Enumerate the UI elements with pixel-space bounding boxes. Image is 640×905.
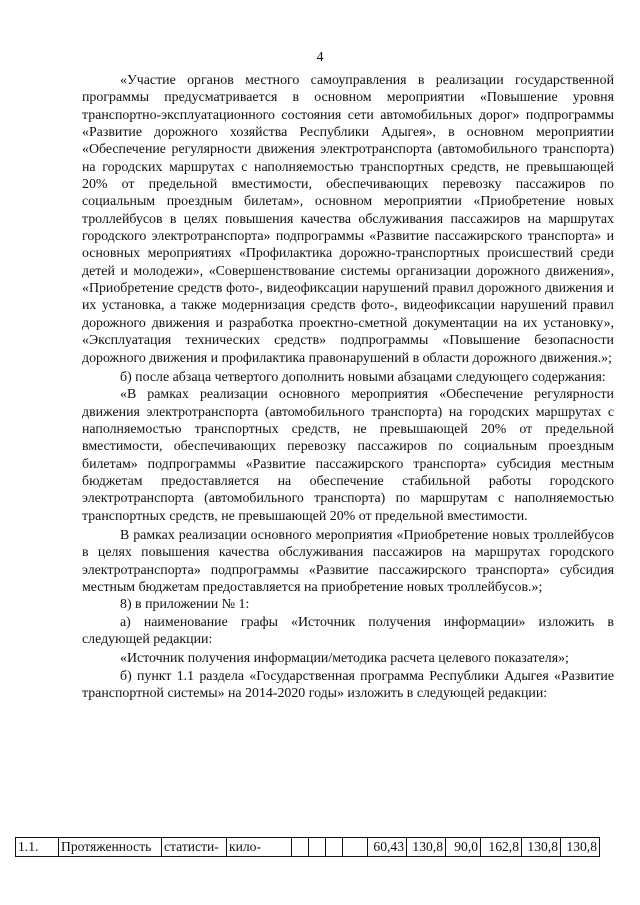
table-cell-value: 130,8 — [561, 838, 600, 857]
table-row — [16, 838, 600, 857]
table-cell-value: 162,8 — [481, 838, 522, 857]
table-cell-value: 130,8 — [522, 838, 561, 857]
table-cell-value: 90,0 — [446, 838, 481, 857]
table-cell-source: статисти- — [162, 838, 227, 857]
paragraph-item-a: а) наименование графы «Источник получения информации» изложить в следующей редакции: — [82, 614, 614, 647]
table-cell-empty — [309, 838, 326, 857]
table-cell-value: 60,43 — [368, 838, 407, 857]
table-cell-empty — [326, 838, 343, 857]
table-cell-unit: кило- — [227, 838, 292, 857]
paragraph-new-text-1: «В рамках реализации основного мероприятия «Обеспечение регулярности движения электротранспорта (автомобильного транспорта) на городских маршрутах с наполняемостью транспортных средств, не превышающей 20% от предельной вместимости, обеспечивающих перевозку пассажиров по социальным проездным билетам» подпрограммы «Развитие пассажирского транспорта» субсидия местным бюджетам предоставляется на обеспечение стабильной работы городского электротранспорта (автомобильного транспорта) по маршрутам с наполняемостью транспортных средств, не превышающей 20% от предельной вместимости. — [82, 387, 614, 524]
table-cell-empty — [292, 838, 309, 857]
paragraph-item-b: б) пункт 1.1 раздела «Государственная программа Республики Адыгея «Развитие транспортной системы» на 2014-2020 годы» изложить в следующей редакции: — [82, 668, 614, 702]
page-number: 4 — [316, 50, 324, 65]
paragraph-amendment-b: б) после абзаца четвертого дополнить новыми абзацами следующего содержания: — [120, 369, 606, 385]
paragraph-source-column: «Источник получения информации/методика расчета целевого показателя»; — [120, 651, 569, 667]
table-cell-value: 130,8 — [407, 838, 446, 857]
table-cell-empty — [343, 838, 368, 857]
paragraph-new-text-2: В рамках реализации основного мероприятия «Приобретение новых троллейбусов в целях повышения качества обслуживания пассажиров на маршрутах городского электротранспорта» подпрограммы «Развитие пассажирского транспорта» субсидия местным бюджетам предоставляется на приобретение новых троллейбусов.»; — [82, 527, 614, 595]
paragraph-item-8: 8) в приложении № 1: — [120, 597, 250, 613]
table-cell-number: 1.1. — [16, 838, 59, 857]
table-cell-name: Протяженность — [59, 838, 162, 857]
paragraph-participation: «Участие органов местного самоуправления в реализации государственной программы предусматривается в основном мероприятии «Повышение уровня транспортно-эксплуатационного состояния сети автомобильных дорог» подпрограммы «Развитие дорожного хозяйства Республики Адыгея», в основном мероприятии «Обеспечение регулярности движения электротранспорта (автомобильного транспорта) на городских маршрутах с наполняемостью транспортных средств, не превышающей 20% от предельной вместимости, обеспечивающих перевозку пассажиров по социальным проездным билетам», основном мероприятии «Приобретение новых троллейбусов в целях повышения качества обслуживания пассажиров на маршрутах городского электротранспорта» подпрограммы «Развитие пассажирского транспорта» и основных мероприятиях «Профилактика дорожно-транспортных происшествий среди детей и молодежи», «Совершенствование системы организации дорожного движения», «Приобретение средств фото-, видеофиксации нарушений правил дорожного движения и их установка, а также модернизация средств фото-, видеофиксации нарушений правил дорожного движения и разработка проектно-сметной документации на их установку», «Эксплуатация технических средств» подпрограммы «Повышение безопасности дорожного движения и профилактика правонарушений в области дорожного движения.»; — [82, 73, 614, 366]
indicator-table — [15, 837, 600, 857]
document-body — [82, 72, 614, 702]
